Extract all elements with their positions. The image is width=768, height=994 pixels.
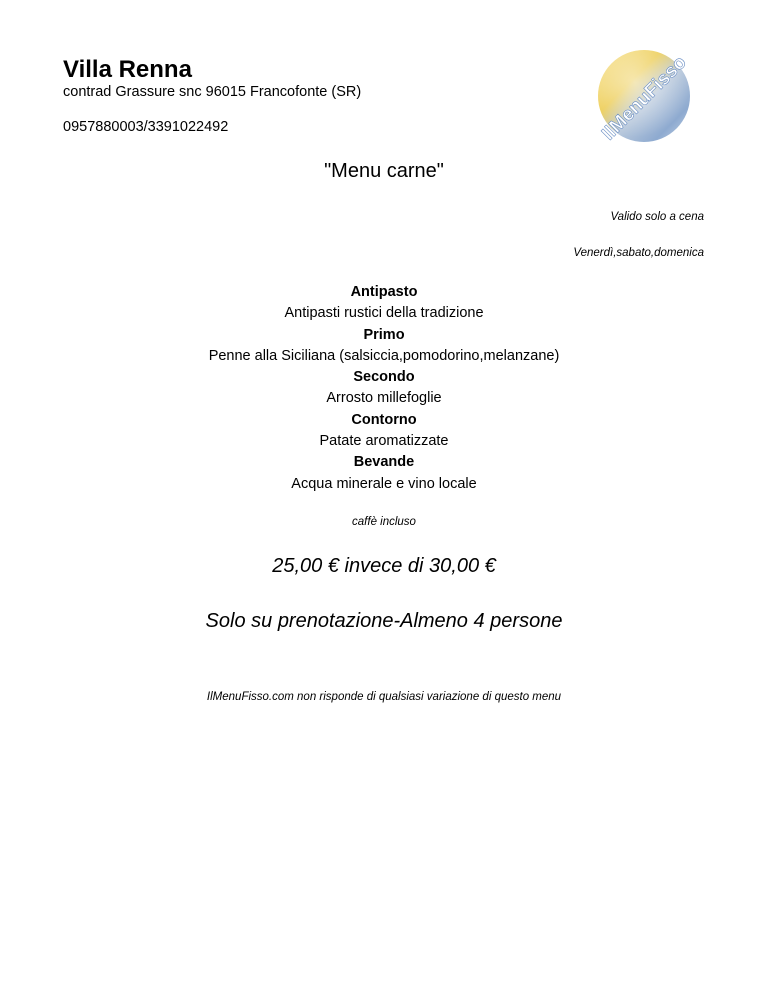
course-dish-secondo: Arrosto millefoglie [326, 390, 442, 407]
course-heading-secondo: Secondo [353, 369, 415, 386]
ilmenufisso-logo [592, 42, 696, 146]
course-dish-contorno: Patate aromatizzate [319, 433, 449, 450]
footer-disclaimer: IlMenuFisso.com non risponde di qualsiasi variazione di questo menu [206, 691, 562, 703]
validity-meal: Valido solo a cena [610, 211, 704, 223]
validity-days: Venerdì,sabato,domenica [573, 247, 704, 259]
restaurant-address: contrad Grassure snc 96015 Francofonte (SR) [63, 84, 362, 100]
course-dish-antipasto: Antipasti rustici della tradizione [284, 305, 484, 322]
course-heading-bevande: Bevande [353, 454, 415, 471]
booking-requirement: Solo su prenotazione-Almeno 4 persone [205, 610, 563, 632]
menu-title: "Menu carne" [324, 160, 444, 182]
coffee-note: caffè incluso [352, 516, 416, 528]
restaurant-name: Villa Renna [63, 56, 192, 83]
restaurant-phone: 0957880003/3391022492 [63, 119, 229, 135]
course-heading-antipasto: Antipasto [350, 284, 418, 300]
svg-text:IlMenuFisso: IlMenuFisso [598, 52, 691, 145]
course-heading-contorno: Contorno [351, 411, 417, 428]
course-list [0, 282, 768, 495]
course-heading-primo: Primo [363, 326, 405, 343]
price: 25,00 € invece di 30,00 € [272, 555, 496, 577]
course-dish-bevande: Acqua minerale e vino locale [291, 475, 477, 492]
course-dish-primo: Penne alla Siciliana (salsiccia,pomodorino,melanzane) [208, 347, 560, 364]
